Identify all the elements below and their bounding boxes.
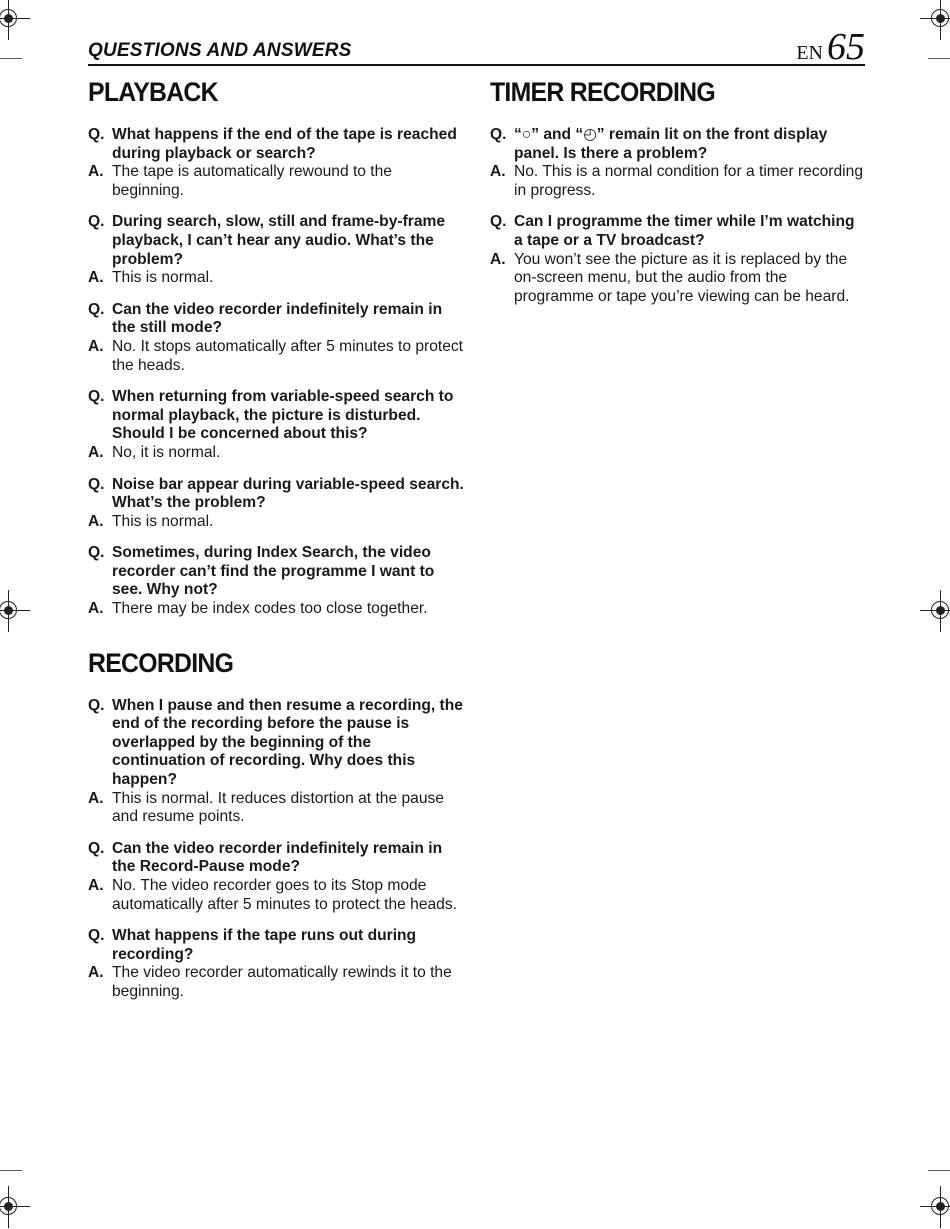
- answer-label: A.: [88, 269, 104, 287]
- answer-text: This is normal.: [112, 269, 214, 287]
- question-text: Sometimes, during Index Search, the video recorder can’t find the programme I want to see. Why not?: [112, 544, 435, 599]
- qa-item: [88, 840, 468, 914]
- page-number-block: [796, 28, 865, 66]
- question-label: Q.: [88, 213, 105, 231]
- answer-label: A.: [88, 600, 104, 618]
- answer-label: A.: [88, 512, 104, 530]
- question-text: Can the video recorder indefinitely remain in the still mode?: [112, 300, 443, 337]
- right-column: [490, 72, 865, 319]
- language-code: EN: [796, 42, 823, 64]
- crop-mark: [0, 58, 22, 59]
- answer-label: A.: [88, 337, 104, 355]
- answer-label: A.: [88, 877, 104, 894]
- question-label: Q.: [88, 839, 105, 857]
- question-label: Q.: [88, 475, 105, 493]
- question-text: What happens if the end of the tape is reached during playback or search?: [112, 126, 457, 162]
- crop-mark: [928, 58, 950, 59]
- question-text: Can the video recorder indefinitely remain in the Record-Pause mode?: [112, 839, 443, 876]
- question-label: Q.: [88, 126, 105, 143]
- answer-label: A.: [490, 163, 506, 181]
- question-label: Q.: [88, 927, 105, 945]
- registration-mark-top-right: [926, 4, 950, 34]
- answer-text: No. This is a normal condition for a timer recording in progress.: [514, 163, 863, 199]
- answer-label: A.: [88, 163, 104, 181]
- qa-item: [88, 388, 468, 462]
- question-text: What happens if the tape runs out during recording?: [112, 927, 417, 963]
- answer-text: No. The video recorder goes to its Stop mode automatically after 5 minutes to protect the heads.: [112, 877, 457, 913]
- question-label: Q.: [490, 126, 507, 143]
- left-column: [88, 72, 468, 1015]
- section-title-playback: PLAYBACK: [88, 77, 218, 107]
- answer-text: No, it is normal.: [112, 443, 221, 461]
- answer-text: This is normal.: [112, 512, 214, 530]
- answer-label: A.: [490, 250, 506, 268]
- answer-text: The video recorder automatically rewinds it to the beginning.: [112, 964, 452, 1000]
- question-label: Q.: [88, 300, 105, 318]
- section-title-recording: RECORDING: [88, 647, 234, 678]
- qa-item: [88, 697, 468, 827]
- crop-mark: [0, 1170, 22, 1171]
- qa-item: [88, 301, 468, 375]
- question-label: Q.: [88, 696, 105, 714]
- answer-label: A.: [88, 443, 104, 461]
- page-title: QUESTIONS AND ANSWERS: [88, 40, 352, 61]
- answer-label: A.: [88, 789, 104, 807]
- answer-text: No. It stops automatically after 5 minutes to protect the heads.: [112, 337, 464, 374]
- section-title-timer-recording: TIMER RECORDING: [490, 77, 715, 107]
- question-label: Q.: [490, 213, 507, 231]
- question-text: “○” and “◴” remain lit on the front display panel. Is there a problem?: [514, 126, 828, 162]
- question-text: During search, slow, still and frame-by-frame playback, I can’t hear any audio. What’s the problem?: [112, 213, 446, 268]
- qa-item: [88, 126, 468, 200]
- registration-mark-mid-left: [0, 596, 24, 626]
- answer-text: This is normal. It reduces distortion at the pause and resume points.: [112, 789, 444, 826]
- question-text: Noise bar appear during variable-speed search. What’s the problem?: [112, 475, 464, 512]
- page-header: [88, 26, 865, 66]
- qa-item: [490, 213, 865, 306]
- crop-mark: [928, 1170, 950, 1171]
- qa-item: [88, 476, 468, 532]
- question-text: Can I programme the timer while I’m watching a tape or a TV broadcast?: [514, 213, 855, 249]
- qa-item: [88, 213, 468, 287]
- question-label: Q.: [88, 544, 105, 562]
- answer-text: The tape is automatically rewound to the beginning.: [112, 163, 392, 199]
- registration-mark-mid-right: [926, 596, 950, 626]
- registration-mark-bottom-left: [0, 1192, 24, 1222]
- qa-item: [88, 544, 468, 618]
- registration-mark-top-left: [0, 4, 24, 34]
- question-text: When returning from variable-speed search to normal playback, the picture is disturbed. Should I be concerned about this?: [112, 388, 454, 443]
- answer-label: A.: [88, 964, 104, 982]
- registration-mark-bottom-right: [926, 1192, 950, 1222]
- answer-text: You won’t see the picture as it is replaced by the on-screen menu, but the audio from the programme or tape you’re viewing can be heard.: [514, 250, 850, 305]
- question-text: When I pause and then resume a recording, the end of the recording before the pause is overlapped by the beginning of the continuation of recording. Why does this happen?: [112, 696, 463, 789]
- question-label: Q.: [88, 388, 105, 406]
- answer-text: There may be index codes too close together.: [112, 600, 428, 618]
- page-number: 65: [827, 26, 865, 68]
- qa-item: [490, 126, 865, 200]
- qa-item: [88, 927, 468, 1001]
